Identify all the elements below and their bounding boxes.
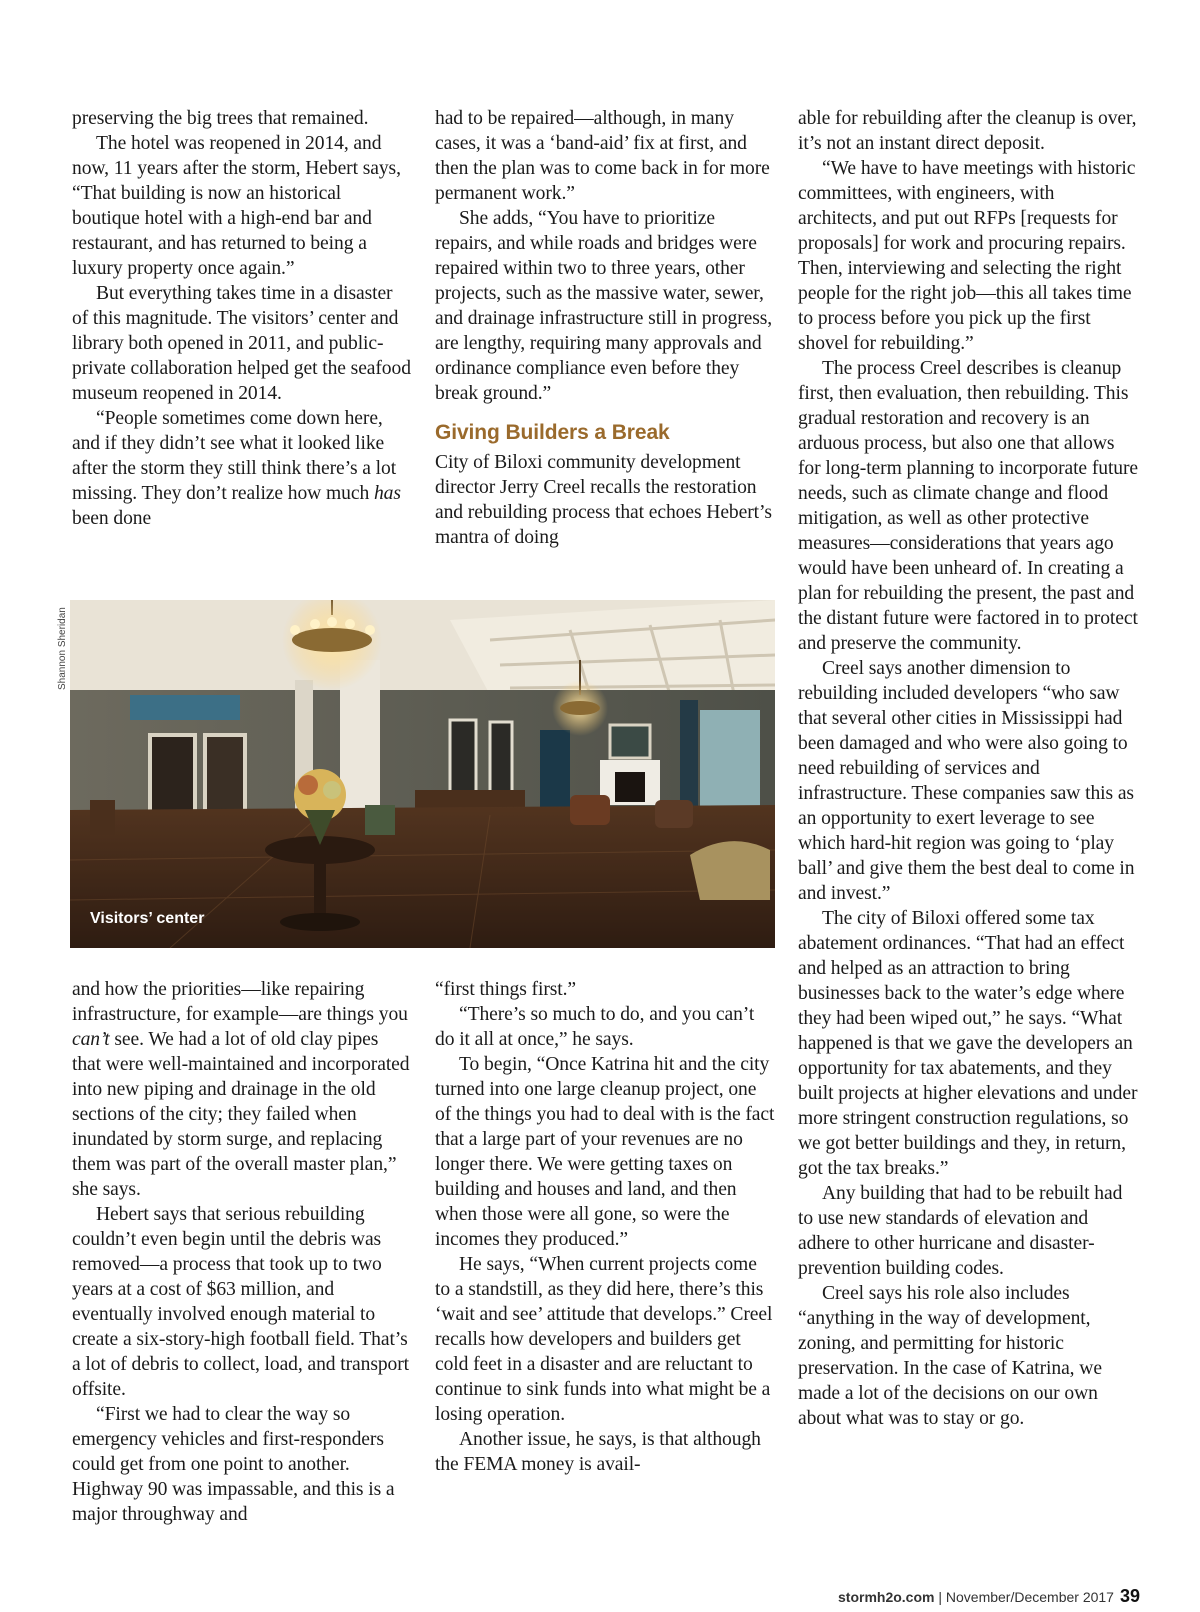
text-run: been done [72,508,152,529]
paragraph: He says, “When current projects come to a standstill, as they did here, there’s this ‘wait and see’ attitude that develops.” Creel recalls how developers and builders get cold feet in a disaster and are reluctant to continue to sink funds into what might be a losing operation. [435,1254,773,1425]
column-3 [798,106,1138,1431]
text-run: “People sometimes come down here, and if they didn’t see what it looked like after the storm they still think there’s a lot missing. They don’t realize how much [72,408,397,504]
column-1-top [72,106,412,531]
paragraph: Another issue, he says, is that although the FEMA money is avail- [435,1429,761,1475]
paragraph: But everything takes time in a disaster of this magnitude. The visitors’ center and library both opened in 2011, and public-private collaboration helped get the seafood museum reopened in 2014. [72,283,411,404]
column-1-bottom [72,977,412,1527]
paragraph [72,406,412,531]
text-run: see. We had a lot of old clay pipes that were well-maintained and incorporated into new piping and drainage in the old sections of the city; they failed when inundated by storm surge, and replacing them was part of the overall master plan,” she says. [72,1029,410,1200]
paragraph: The hotel was reopened in 2014, and now, 11 years after the storm, Hebert says, “That building is now an historical boutique hotel with a high-end bar and restaurant, and has returned to being a luxury property once again.” [72,133,401,279]
paragraph: “There’s so much to do, and you can’t do it all at once,” he says. [435,1004,755,1050]
section-subhead: Giving Builders a Break [435,421,670,444]
paragraph: City of Biloxi community development director Jerry Creel recalls the restoration and rebuilding process that echoes Hebert’s mantra of doing [435,452,772,548]
emphasis: has [373,483,401,504]
paragraph: The process Creel describes is cleanup first, then evaluation, then rebuilding. This gradual restoration and recovery is an arduous process, but also one that allows for long-term planning to incorporate future needs, such as climate change and flood mitigation, as well as other protective measures—considerations that years ago would have been unheard of. In creating a plan for rebuilding the present, the past and the distant future were factored in to protect and preserve the community. [798,358,1139,654]
interior-illustration [70,600,775,948]
paragraph: “First we had to clear the way so emergency vehicles and first-responders could get from one point to another. Highway 90 was impassable, and this is a major throughway and [72,1404,395,1525]
column-2-top [435,106,775,550]
paragraph: She adds, “You have to prioritize repairs, and while roads and bridges were repaired within two to three years, other projects, such as the massive water, sewer, and drainage infrastructure still in progress, are lengthy, requiring many approvals and ordinance compliance even before they break ground.” [435,208,773,404]
paragraph: “We have to have meetings with historic committees, with engineers, with architects, and put out RFPs [requests for proposals] for work and procuring repairs. Then, interviewing and selecting the right people for the right job—this all takes time to process before you pick up the first shovel for rebuilding.” [798,158,1136,354]
paragraph [72,977,412,1202]
paragraph: The city of Biloxi offered some tax abatement ordinances. “That had an effect and helped as an attraction to bring businesses back to the water’s edge where they had been wiped out,” he says. “What happened is that we gave the developers an opportunity for tax abatements, and they built projects at higher elevations and under more stringent construction regulations, so we got better buildings and they, in return, got the tax breaks.” [798,908,1138,1179]
column-2-bottom [435,977,775,1477]
paragraph: Creel says another dimension to rebuilding included developers “who saw that several other cities in Mississippi had been damaged and who were also going to need rebuilding of services and infrastructure. These companies saw this as an opportunity to exert leverage to see which hard-hit region was going to ‘play ball’ and give them the best deal to come in and invest.” [798,658,1135,904]
photo-credit: Shannon Sheridan [57,607,68,690]
paragraph: Any building that had to be rebuilt had to use new standards of elevation and adhere to other hurricane and disaster-prevention building codes. [798,1183,1123,1279]
emphasis: can’t [72,1029,110,1050]
footer-site: stormh2o.com [838,1589,935,1605]
paragraph: Creel says his role also includes “anything in the way of development, zoning, and permitting for historic preservation. In the case of Katrina, we made a lot of the decisions on our own about what was to stay or go. [798,1283,1102,1429]
photo-caption: Visitors’ center [90,910,205,927]
paragraph: To begin, “Once Katrina hit and the city turned into one large cleanup project, one of the things you had to deal with is the fact that a large part of your revenues are no longer there. We were getting taxes on building and houses and land, and then when those were all gone, so were the incomes they produced.” [435,1054,775,1250]
paragraph: Hebert says that serious rebuilding couldn’t even begin until the debris was removed—a process that took up to two years at a cost of $63 million, and eventually involved enough material to create a six-story-high football field. That’s a lot of debris to collect, load, and transport offsite. [72,1204,410,1400]
page-number: 39 [1119,1586,1140,1606]
paragraph: preserving the big trees that remained. [72,108,369,129]
footer-issue: | November/December 2017 [934,1589,1114,1605]
text-run: and how the priorities—like repairing infrastructure, for example—are things you [72,979,408,1025]
paragraph: able for rebuilding after the cleanup is over, it’s not an instant direct deposit. [798,108,1137,154]
page-footer [838,1586,1140,1607]
paragraph: “first things first.” [435,979,577,1000]
visitors-center-photo [70,600,775,948]
paragraph: had to be repaired—although, in many cases, it was a ‘band-aid’ fix at first, and then the plan was to come back in for more permanent work.” [435,108,770,204]
